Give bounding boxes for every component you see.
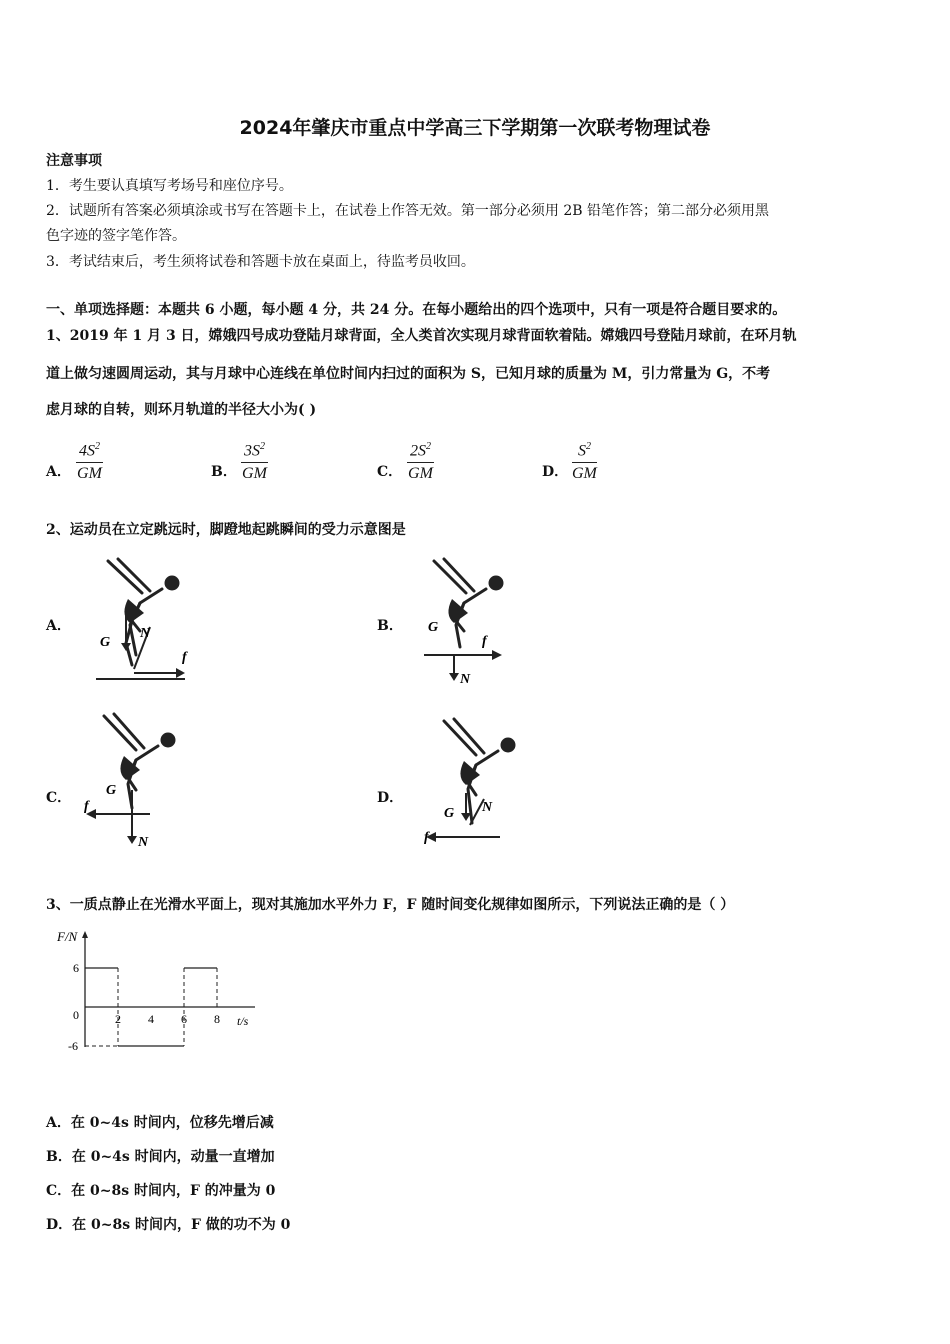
q2-figure-a <box>90 555 200 685</box>
force-label-g: G <box>106 783 117 798</box>
q3-option-c: C．在 0~8s 时间内，F 的冲量为 0 <box>46 1183 276 1199</box>
question-3-stem: 3、一质点静止在光滑水平面上，现对其施加水平外力 F，F 随时间变化规律如图所示，下列说法正确的是（ ） <box>46 897 735 913</box>
x-tick-label: 2 <box>115 1012 121 1026</box>
notice-item: 3．考试结束后，考生须将试卷和答题卡放在桌面上，待监考员收回。 <box>46 254 475 270</box>
q1-option-b-label: B． <box>211 464 237 480</box>
q3-option-a: A．在 0~4s 时间内，位移先增后减 <box>46 1115 274 1131</box>
x-tick-label: 4 <box>148 1012 154 1026</box>
q3-option-b: B．在 0~4s 时间内，动量一直增加 <box>46 1149 275 1165</box>
q2-option-b-label: B． <box>377 618 403 634</box>
q2-option-d-label: D． <box>377 790 404 806</box>
q1-option-c-fraction: $\frac{2S^2}{GM}$ <box>407 436 434 485</box>
notice-item: 2．试题所有答案必须填涂或书写在答题卡上，在试卷上作答无效。第一部分必须用 2B 铅笔作答；第二部分必须用黑 <box>46 203 769 219</box>
q1-option-c-label: C． <box>377 464 403 480</box>
q1-option-b-fraction: $\frac{3S^2}{GM}$ <box>241 436 268 485</box>
force-label-f: f <box>182 650 187 665</box>
q1-option-a-fraction: $\frac{4S^2}{GM}$ <box>76 436 103 485</box>
section-heading: 一、单项选择题：本题共 6 小题，每小题 4 分，共 24 分。在每小题给出的四个选项中，只有一项是符合题目要求的。 <box>46 302 787 318</box>
question-1-line: 道上做匀速圆周运动，其与月球中心连线在单位时间内扫过的面积为 S，已知月球的质量为 M，引力常量为 G，不考 <box>46 366 771 382</box>
q3-force-time-chart <box>55 925 255 1080</box>
y-tick-label: 6 <box>73 961 79 975</box>
question-2-stem: 2、运动员在立定跳远时，脚蹬地起跳瞬间的受力示意图是 <box>46 522 406 538</box>
notice-heading: 注意事项 <box>46 153 102 169</box>
q2-option-a-label: A． <box>46 618 71 634</box>
force-label-n: N <box>482 800 493 815</box>
force-label-f: f <box>482 634 487 649</box>
y-axis-label: F/N <box>57 929 78 944</box>
q2-figure-c <box>80 710 200 850</box>
notice-item: 1．考生要认真填写考场号和座位序号。 <box>46 178 293 194</box>
force-label-n: N <box>138 835 149 850</box>
force-label-f: f <box>424 830 429 845</box>
force-label-g: G <box>100 635 111 650</box>
y-tick-label: 0 <box>73 1008 79 1022</box>
q1-option-d-label: D． <box>542 464 569 480</box>
question-1-line: 虑月球的自转，则环月轨道的半径大小为( ) <box>46 402 317 418</box>
q1-option-a-label: A． <box>46 464 71 480</box>
question-1-line: 1、2019 年 1 月 3 日，嫦娥四号成功登陆月球背面，全人类首次实现月球背面软着陆。嫦娥四号登陆月球前，在环月轨 <box>46 328 797 344</box>
q2-option-c-label: C． <box>46 790 72 806</box>
page-title: 2024年肇庆市重点中学高三下学期第一次联考物理试卷 <box>239 117 711 139</box>
force-label-g: G <box>428 620 439 635</box>
x-tick-label: 8 <box>214 1012 220 1026</box>
y-tick-label: -6 <box>68 1039 78 1053</box>
q1-option-d-fraction: $\frac{S^2}{GM}$ <box>572 436 597 485</box>
force-label-g: G <box>444 806 455 821</box>
y-axis-arrow <box>82 931 88 938</box>
notice-item: 色字迹的签字笔作答。 <box>46 228 186 244</box>
q2-figure-b <box>420 555 530 690</box>
q3-option-d: D．在 0~8s 时间内，F 做的功不为 0 <box>46 1217 291 1233</box>
force-label-f: f <box>84 799 89 814</box>
x-axis-label: t/s <box>237 1014 249 1028</box>
q2-figure-d <box>420 715 540 850</box>
force-label-n: N <box>460 672 471 687</box>
force-label-n: N <box>140 626 151 641</box>
x-tick-label: 6 <box>181 1012 187 1026</box>
